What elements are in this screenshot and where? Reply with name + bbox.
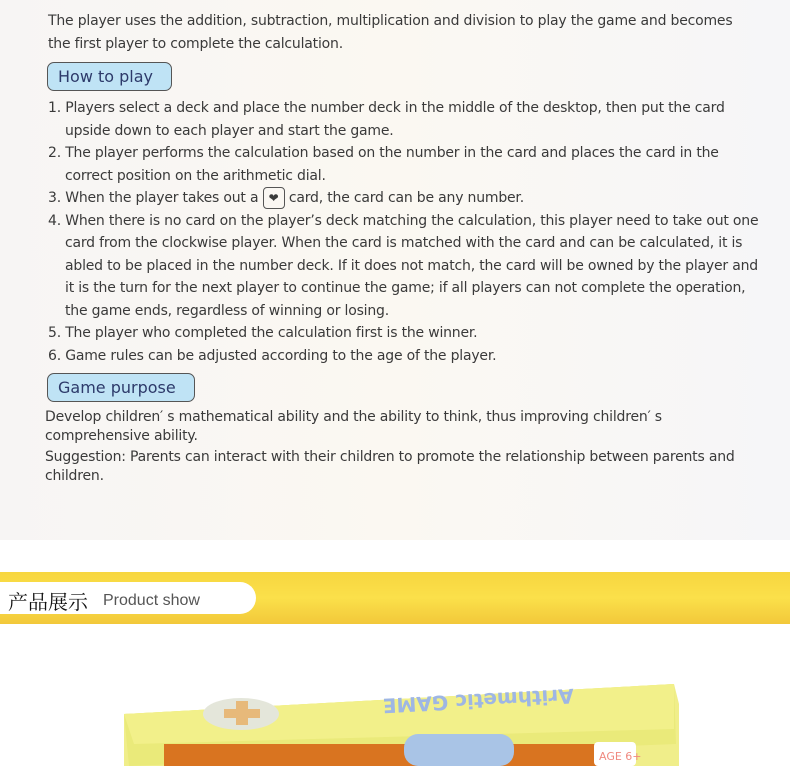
- age-label: AGE 6+: [599, 750, 642, 763]
- step-3-suffix: card, the card can be any number.: [288, 190, 524, 206]
- step-5: 5. The player who completed the calculation first is the winner.: [48, 325, 478, 341]
- box-title: Arithmetic GAME: [382, 684, 575, 718]
- how-to-play-heading: How to play: [47, 62, 172, 91]
- game-purpose-heading: Game purpose: [47, 373, 195, 402]
- banner-title-en: Product show: [103, 592, 200, 609]
- purpose-text: Develop children′ s mathematical ability and the ability to think, thus improving children′ s comprehensive ability.: [45, 409, 662, 444]
- suggestion-text: Suggestion: Parents can interact with their children to promote the relationship between parents and children.: [45, 449, 735, 484]
- banner-title-cn: 产品展示: [8, 590, 88, 614]
- step-3-text: 3. When the player takes out a: [48, 190, 259, 206]
- step-2: 2. The player performs the calculation based on the number in the card and places the card in the correct position on the arithmetic dial.: [48, 145, 719, 184]
- intro-text: The player uses the addition, subtraction, multiplication and division to play the game and becomes the first player to complete the calculation.: [48, 13, 733, 52]
- step-1: 1. Players select a deck and place the number deck in the middle of the desktop, then put the card upside down to each player and start the game.: [48, 100, 725, 139]
- steps-list: [48, 97, 760, 367]
- heart-card-icon: ❤: [263, 187, 285, 209]
- step-4: 4. When there is no card on the player’s deck matching the calculation, this player need to take out one card from the clockwise player. When the card is matched with the card and can be calculated, it is abled to be placed in the number deck. If it does not match, the card will be owned by the player and it is the turn for the next player to continue the game; if all players can not complete the operation, the game ends, regardless of winning or losing.: [48, 212, 759, 319]
- step-6: 6. Game rules can be adjusted according to the age of the player.: [48, 347, 497, 364]
- step-3: [48, 187, 760, 210]
- product-box-image: [124, 684, 679, 766]
